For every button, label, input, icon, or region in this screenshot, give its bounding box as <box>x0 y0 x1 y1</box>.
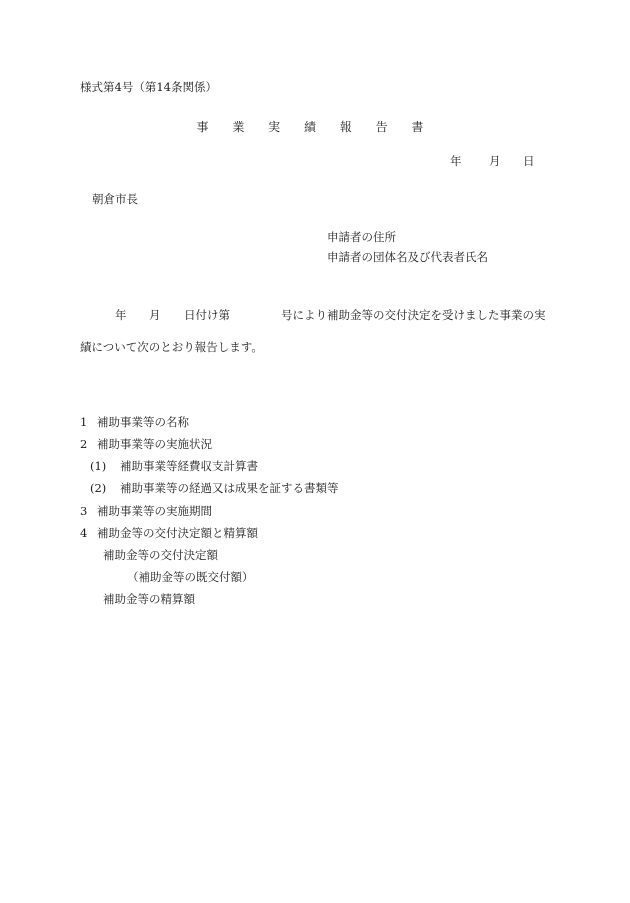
body-year-label: 年 <box>115 308 127 322</box>
item-number: (1) <box>90 459 107 473</box>
body-line-2: 績について次のとおり報告します。 <box>80 340 263 354</box>
body-month-label: 月 <box>149 308 161 322</box>
item-number: 1 <box>80 415 88 429</box>
grant-settled-amount-label: 補助金等の精算額 <box>103 592 195 606</box>
item-number: 3 <box>80 504 88 518</box>
form-number: 様式第4号（第14条関係） <box>80 80 217 94</box>
applicant-org-label: 申請者の団体名及び代表者氏名 <box>327 250 488 264</box>
item-text: 補助事業等の名称 <box>97 415 189 429</box>
date-month-label: 月 <box>489 154 501 168</box>
body-text-rest: 号により補助金等の交付決定を受けました事業の実 <box>281 308 546 322</box>
grant-already-delivered-label: （補助金等の既交付額） <box>127 570 254 584</box>
applicant-address-label: 申請者の住所 <box>327 230 396 244</box>
body-date-number-label: 日付け第 <box>184 308 230 322</box>
item-text: 補助事業等の実施状況 <box>97 437 212 451</box>
item-text: 補助事業等経費収支計算書 <box>120 459 258 473</box>
item-number: 2 <box>80 437 88 451</box>
grant-decision-amount-label: 補助金等の交付決定額 <box>103 548 218 562</box>
addressee: 朝倉市長 <box>92 192 138 206</box>
item-number: 4 <box>80 526 88 540</box>
date-day-label: 日 <box>523 154 535 168</box>
item-number: (2) <box>90 481 107 495</box>
date-year-label: 年 <box>450 154 462 168</box>
document-title: 事 業 実 績 報 告 書 <box>196 120 434 134</box>
item-text: 補助事業等の実施期間 <box>97 504 212 518</box>
item-text: 補助事業等の経過又は成果を証する書類等 <box>120 481 339 495</box>
item-text: 補助金等の交付決定額と精算額 <box>97 526 258 540</box>
